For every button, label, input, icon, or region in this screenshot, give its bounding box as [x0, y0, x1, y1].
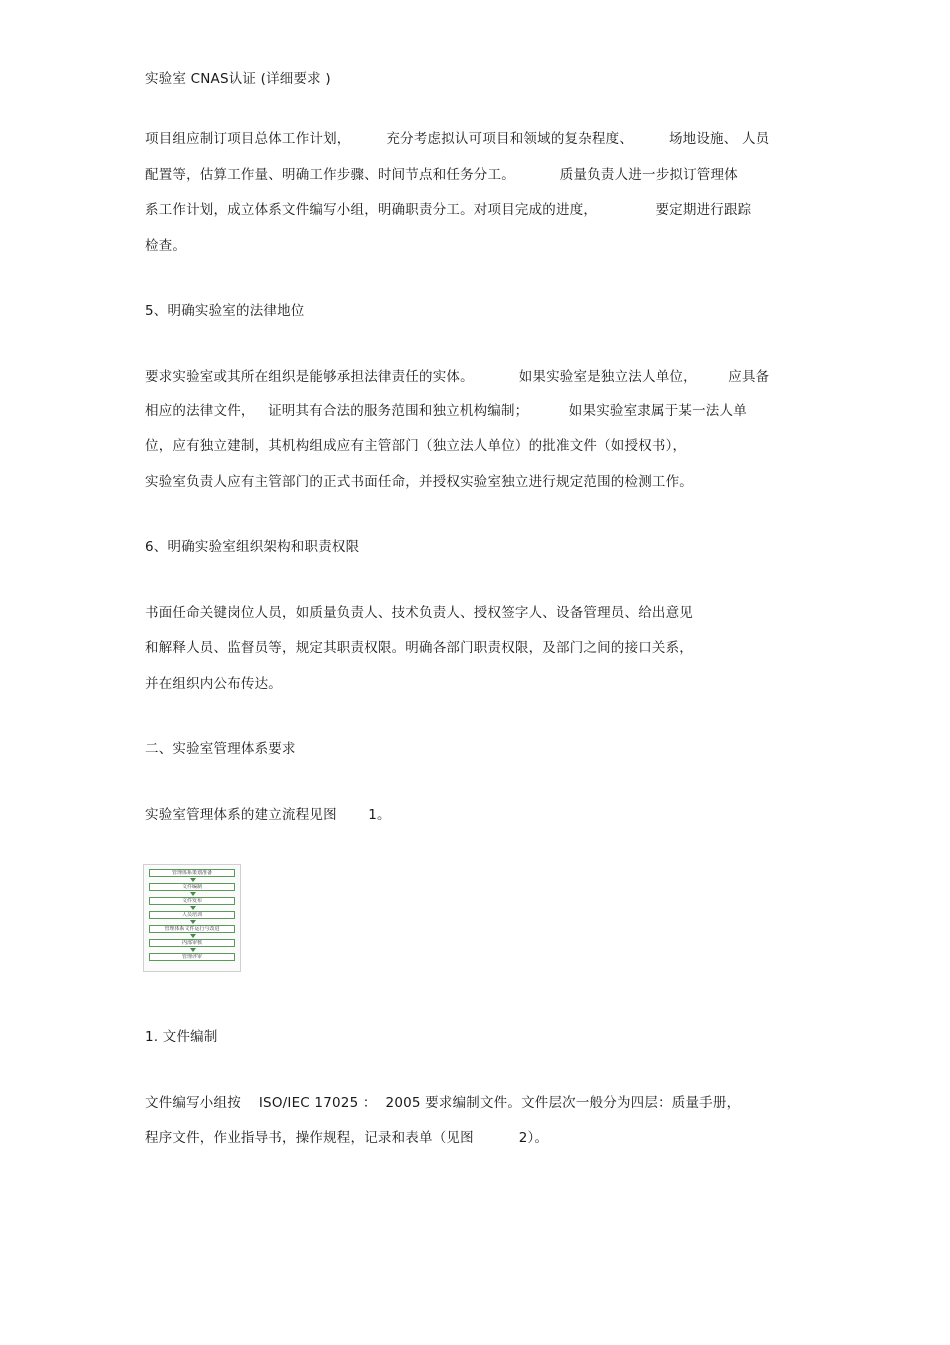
flow-step: 管理体系文件运行与改进: [149, 925, 235, 933]
arrow-down-icon: [190, 934, 196, 938]
flow-step: 文件发布: [149, 897, 235, 905]
arrow-down-icon: [190, 892, 196, 896]
arrow-down-icon: [190, 948, 196, 952]
arrow-down-icon: [190, 878, 196, 882]
flow-step: 文件编制: [149, 883, 235, 891]
paragraph-line: 位，应有独立建制，其机构组成应有主管部门（独立法人单位）的批准文件（如授权书），: [145, 438, 687, 454]
section-heading-6: 6、明确实验室组织架构和职责权限: [145, 539, 360, 555]
flowchart-figure-1: [143, 864, 241, 972]
paragraph-line: 程序文件，作业指导书，操作规程，记录和表单（见图 2）。: [145, 1130, 549, 1146]
paragraph-line: 并在组织内公布传达。: [145, 676, 282, 692]
page-header-title: 实验室 CNAS认证 (详细要求 ): [145, 71, 331, 87]
paragraph-line: 实验室负责人应有主管部门的正式书面任命，并授权实验室独立进行规定范围的检测工作。: [145, 474, 693, 490]
arrow-down-icon: [190, 906, 196, 910]
paragraph-line: 项目组应制订项目总体工作计划， 充分考虑拟认可项目和领域的复杂程度、 场地设施、 人员: [145, 131, 770, 147]
figure-reference-paragraph: 实验室管理体系的建立流程见图 1。: [145, 807, 391, 823]
section-heading-5: 5、明确实验室的法律地位: [145, 303, 305, 319]
flow-step: 管理体系策划准备: [149, 869, 235, 877]
paragraph-line: 检查。: [145, 238, 187, 254]
section-heading-1: 1. 文件编制: [145, 1029, 218, 1045]
arrow-down-icon: [190, 920, 196, 924]
paragraph-line: 系工作计划，成立体系文件编写小组，明确职责分工。对项目完成的进度， 要定期进行跟踪: [145, 202, 752, 218]
paragraph-line: 要求实验室或其所在组织是能够承担法律责任的实体。 如果实验室是独立法人单位， 应具备: [145, 369, 770, 385]
paragraph-line: 文件编写小组按 ISO/IEC 17025 ： 2005 要求编制文件。文件层次一般分为四层：质量手册，: [145, 1095, 741, 1111]
flow-step: 人员培训: [149, 911, 235, 919]
flow-step: 内部审核: [149, 939, 235, 947]
part-heading-2: 二、实验室管理体系要求: [145, 741, 296, 757]
paragraph-line: 和解释人员、监督员等，规定其职责权限。明确各部门职责权限，及部门之间的接口关系，: [145, 640, 693, 656]
paragraph-line: 书面任命关键岗位人员，如质量负责人、技术负责人、授权签字人、设备管理员、给出意见: [145, 605, 693, 621]
flow-step: 管理评审: [149, 953, 235, 961]
paragraph-line: 配置等，估算工作量、明确工作步骤、时间节点和任务分工。 质量负责人进一步拟订管理体: [145, 167, 738, 183]
paragraph-line: 相应的法律文件， 证明其有合法的服务范围和独立机构编制； 如果实验室隶属于某一法人单: [145, 403, 747, 419]
